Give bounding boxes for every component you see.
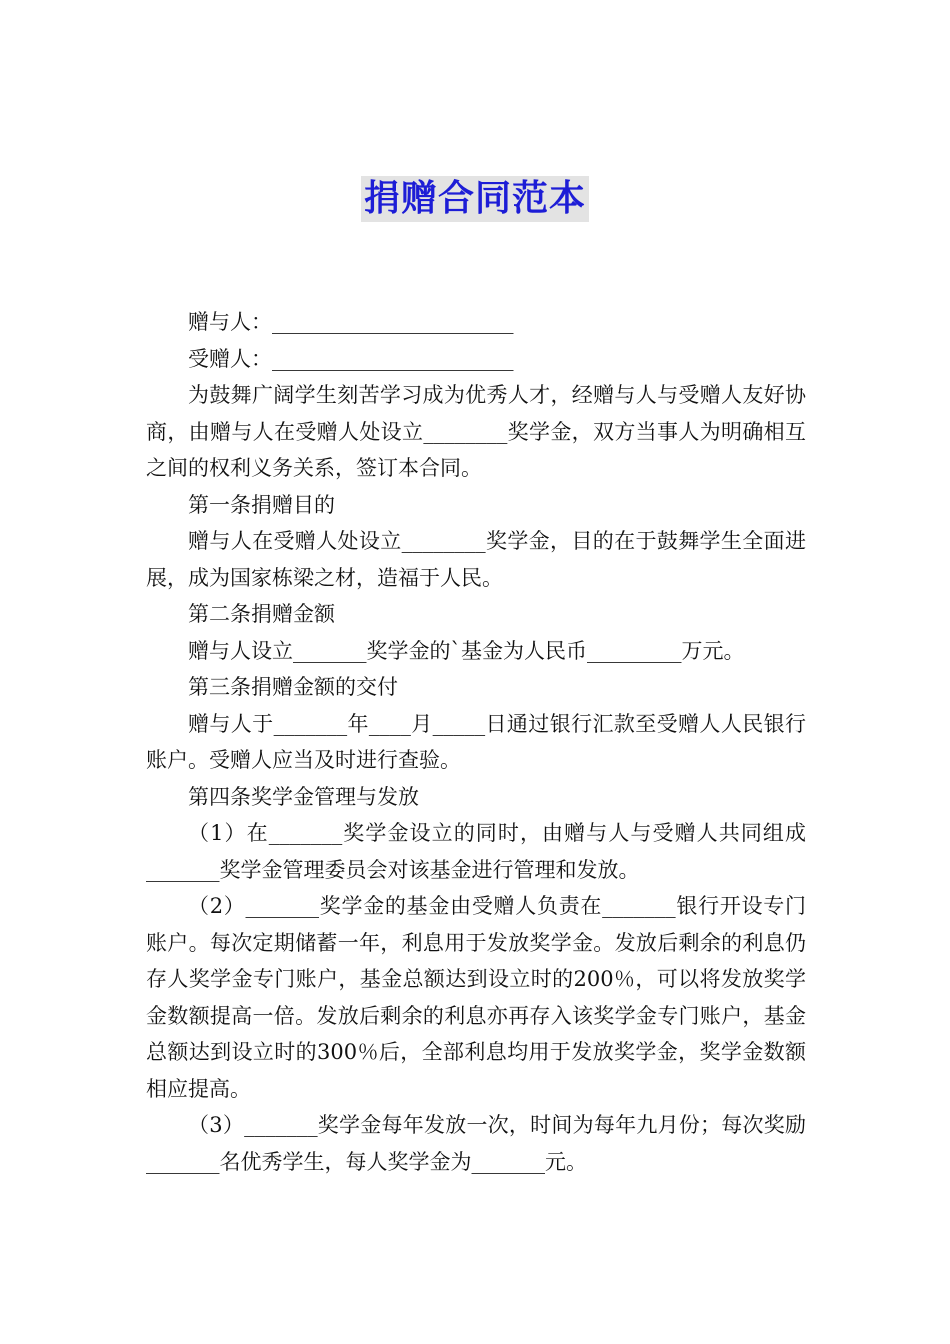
title-container bbox=[0, 176, 950, 222]
donee-line: 受赠人：_______________________ bbox=[188, 346, 514, 371]
article-4-item-3: （3）_______奖学金每年发放一次，时间为每年九月份；每次奖励_______名优秀学生，每人奖学金为_______元。 bbox=[146, 1113, 806, 1174]
article-4-item-2: （2）_______奖学金的基金由受赠人负责在_______银行开设专门账户。每次定期储蓄一年，利息用于发放奖学金。发放后剩余的利息仍存人奖学金专门账户，基金总额达到设立时的200％，可以将发放奖学金数额提高一倍。发放后剩余的利息亦再存入该奖学金专门账户，基金总额达到设立时的300％后，全部利息均用于发放奖学金，奖学金数额相应提高。 bbox=[146, 894, 806, 1101]
article-1-paragraph: 赠与人在受赠人处设立________奖学金，目的在于鼓舞学生全面进展，成为国家栋梁之材，造福于人民。 bbox=[146, 529, 806, 590]
article-4-heading: 第四条奖学金管理与发放 bbox=[188, 784, 419, 809]
preamble-paragraph: 为鼓舞广阔学生刻苦学习成为优秀人才，经赠与人与受赠人友好协商，由赠与人在受赠人处设立________奖学金，双方当事人为明确相互之间的权利义务关系，签订本合同。 bbox=[146, 383, 806, 480]
donor-line: 赠与人：_______________________ bbox=[188, 310, 514, 334]
document-body bbox=[146, 304, 806, 1180]
article-2-paragraph: 赠与人设立_______奖学金的`基金为人民币_________万元。 bbox=[188, 638, 745, 663]
article-2-heading: 第二条捐赠金额 bbox=[188, 602, 335, 626]
article-3-paragraph: 赠与人于_______年____月_____日通过银行汇款至受赠人人民银行账户。受赠人应当及时进行查验。 bbox=[146, 711, 806, 772]
article-1-heading: 第一条捐赠目的 bbox=[188, 492, 335, 517]
article-4-item-1: （1）在_______奖学金设立的同时，由赠与人与受赠人共同组成_______奖学金管理委员会对该基金进行管理和发放。 bbox=[146, 821, 806, 882]
article-3-heading: 第三条捐赠金额的交付 bbox=[188, 675, 398, 699]
document-title: 捐赠合同范本 bbox=[361, 176, 589, 222]
